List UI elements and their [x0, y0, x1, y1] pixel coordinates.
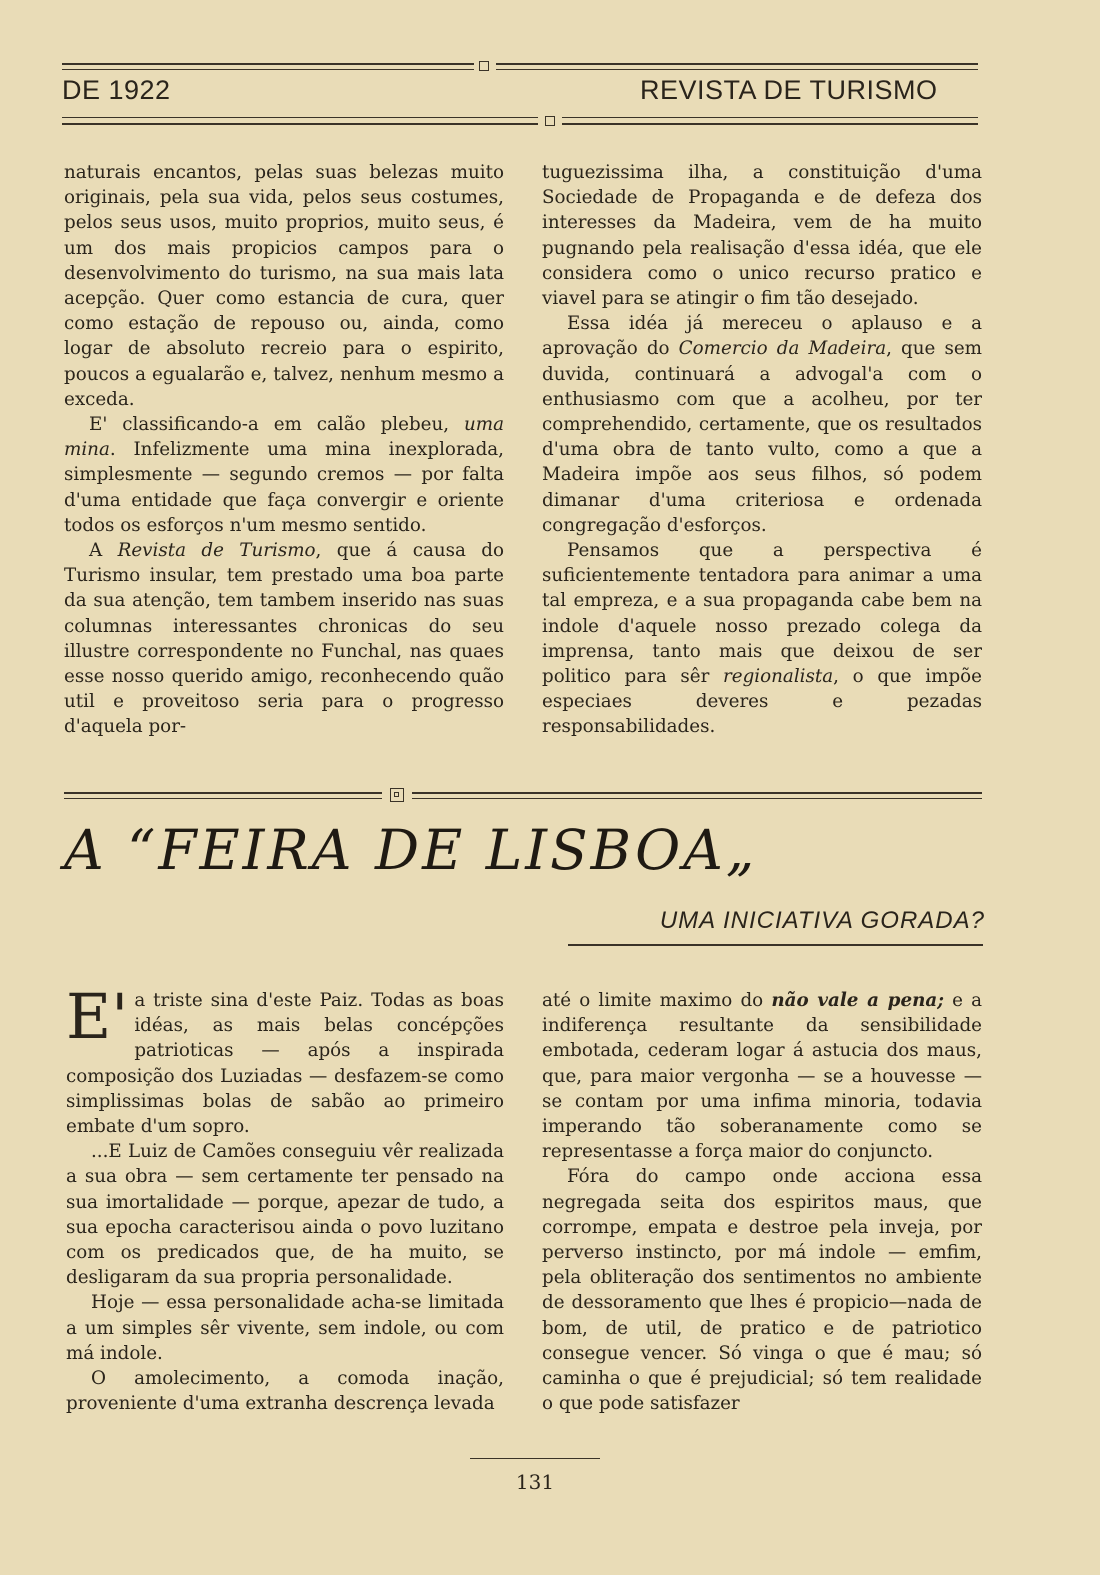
paragraph: Hoje — essa personalidade acha-se limitada a um simples sêr vivente, sem indole, ou com má indole. [66, 1292, 504, 1364]
top-right-column [542, 160, 982, 740]
header-rule-bottom-right [562, 117, 978, 118]
header-square-ornament [479, 61, 489, 71]
article-left-column [66, 980, 504, 1416]
section-divider-ornament-icon [390, 788, 404, 802]
header-rule-bottom-left-2 [62, 123, 538, 125]
section-divider-right [412, 792, 982, 794]
paragraph: ...E Luiz de Camões conseguiu vêr realizada a sua obra — sem certamente ter pensado na sua imortalidade — porque, apezar de tudo, a sua epocha caracterisou ainda o povo luzitano com os predicados que, de ha muito, se desligaram da sua propria personalidade. [66, 1141, 504, 1289]
paragraph: Pensamos que a perspectiva é suficientemente tentadora para animar a uma tal empreza, e a sua propaganda cabe bem na indole d'aquele nosso prezado colega da imprensa, tanto mais que deixou de ser politico para sêr regionalista, o que impõe especiaes deveres e pezadas responsabilidades. [542, 540, 982, 738]
drop-cap: E' [66, 980, 129, 1053]
paragraph: E' a triste sina d'este Paiz. Todas as boas idéas, as mais belas concépções patrioticas — após a inspirada composição dos Luziadas — desfazem-se como simplissimas bolas de sabão ao primeiro embate d'um sopro. [66, 980, 504, 1138]
header-rule-top-left [62, 63, 474, 65]
paragraph: naturais encantos, pelas suas belezas muito originais, pela sua vida, pelos seus costumes, pelos seus usos, muito proprios, muito seus, é um dos mais propicios campos para o desenvolvimento do turismo, na sua mais lata acepção. Quer como estancia de cura, quer como estação de repouso ou, ainda, como logar de absoluto recreio para o espirito, poucos a egualarão e, talvez, nenhum mesmo a exceda. [64, 162, 504, 410]
article-title: A “FEIRA DE LISBOA„ [64, 818, 758, 882]
paragraph: até o limite maximo do não vale a pena; e a indiferença resultante da sensibilidade embotada, cederam logar á astucia dos maus, que, para maior vergonha — se a houvesse — se contam por uma infima minoria, todavia imperando tão soberanamente como se representasse a força maior do conjuncto. [542, 990, 982, 1163]
section-divider-left [64, 792, 382, 794]
paragraph: A Revista de Turismo, que á causa do Turismo insular, tem prestado uma boa parte da sua atenção, tem tambem inserido nas suas columnas interessantes chronicas do seu illustre correspondente no Funchal, nas quaes esse nosso querido amigo, reconhecendo quão util e proveitoso seria para o progresso d'aquela por- [64, 540, 504, 738]
section-divider-right-2 [412, 798, 982, 799]
header-date: DE 1922 [62, 75, 171, 105]
footer-rule [470, 1458, 600, 1459]
paragraph: tuguezissima ilha, a constituição d'uma Sociedade de Propaganda e de defeza dos interesses da Madeira, vem de ha muito pugnando pela realisação d'essa idéa, que ele considera como o unico recurso pratico e viavel para se atingir o fim tão desejado. [542, 162, 982, 310]
header-rule-top-right [496, 63, 978, 65]
paragraph: E' classificando-a em calão plebeu, uma mina. Infelizmente uma mina inexplorada, simplesmente — segundo cremos — por falta d'uma entidade que faça convergir e oriente todos os esforços n'um mesmo sentido. [64, 414, 504, 536]
top-left-column [64, 160, 504, 740]
header-square-ornament-2 [545, 116, 555, 126]
article-right-column [542, 988, 982, 1416]
header-rule-top-left-2 [62, 69, 474, 70]
paragraph: Fóra do campo onde acciona essa negregada seita dos espiritos maus, que corrompe, empata e destroe pela inveja, por perverso instincto, por má indole — emfim, pela obliteração dos sentimentos no ambiente de dessoramento que lhes é propicio—nada de bom, de util, de pratico e de patriotico consegue vencer. Só vinga o que é mau; só caminha o que é prejudicial; só tem realidade o que pode satisfazer [542, 1166, 982, 1415]
article-subtitle: UMA INICIATIVA GORADA? [659, 907, 985, 934]
header-rule-bottom-right-2 [562, 123, 978, 125]
header-rule-bottom-left [62, 117, 538, 118]
section-divider-left-2 [64, 798, 382, 799]
page-number: 131 [515, 1470, 555, 1494]
header-rule-top-right-2 [496, 69, 978, 70]
subtitle-underline [568, 944, 983, 946]
paragraph: Essa idéa já mereceu o aplauso e a aprovação do Comercio da Madeira, que sem duvida, continuará a advogal'a com o enthusiasmo com que a acolheu, por ter comprehendido, certamente, que os resultados d'uma obra de tanto vulto, como a que a Madeira impõe aos seus filhos, só podem dimanar d'uma criteriosa e ordenada congregação d'esforços. [542, 313, 983, 536]
header-magazine-title: REVISTA DE TURISMO [640, 75, 938, 105]
paragraph: O amolecimento, a comoda inação, proveniente d'uma extranha descrença levada [66, 1368, 504, 1415]
